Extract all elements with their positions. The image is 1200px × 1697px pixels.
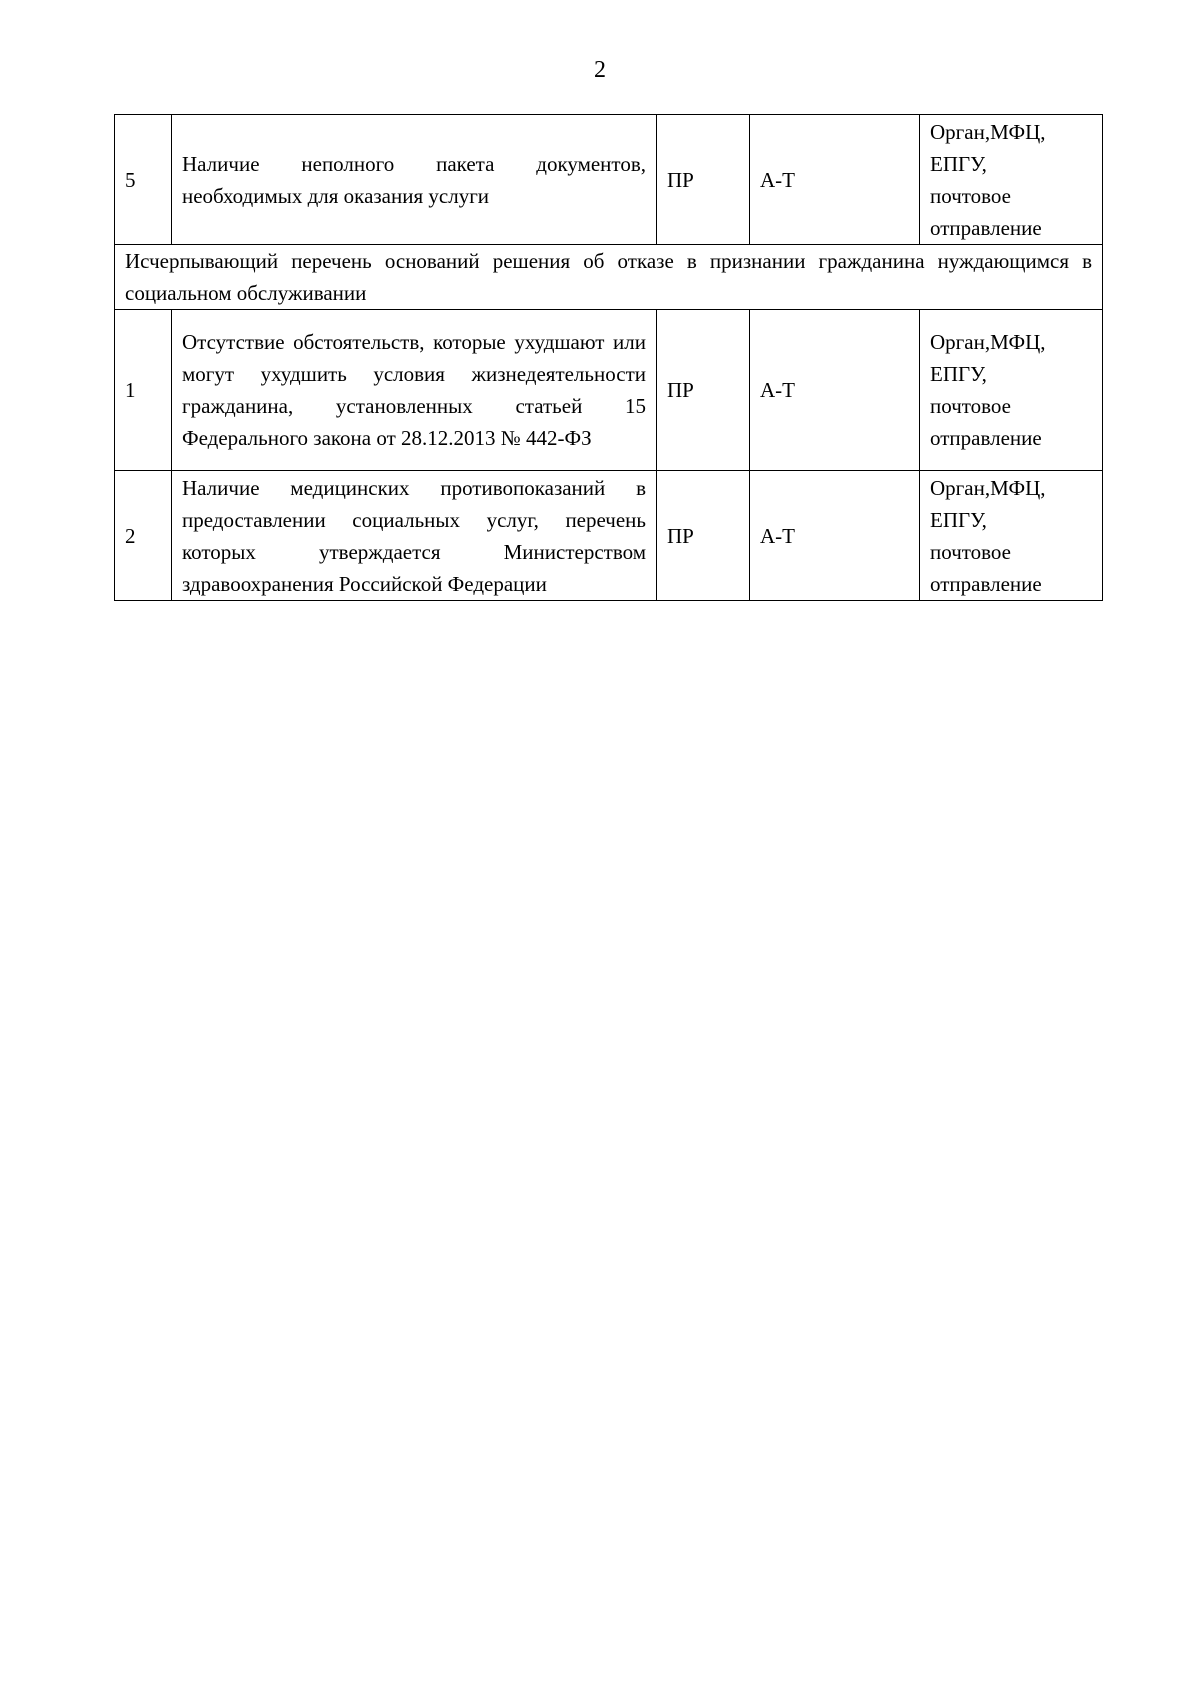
row-number: 5: [115, 115, 172, 245]
table-row: [115, 115, 1103, 245]
channel-epgu: ЕПГУ,: [930, 507, 987, 532]
ground-term: А-Т: [750, 115, 920, 245]
channel-post-suffix: отправление: [930, 426, 1042, 450]
grounds-table: [114, 114, 1103, 601]
channel-post-suffix: отправление: [930, 215, 1042, 240]
ground-text: Наличие медицинских противопоказаний в предоставлении социальных услуг, перечень которых утверждается Министерством здравоохранения Российской Федерации: [172, 471, 657, 601]
row-number: 2: [115, 471, 172, 601]
channel-epgu: ЕПГУ,: [930, 362, 987, 386]
channel-organ: Орган,: [930, 475, 991, 500]
ground-term: А-Т: [750, 471, 920, 601]
submission-channels: [920, 310, 1103, 471]
channel-post-suffix: отправление: [930, 571, 1042, 596]
section-title: Исчерпывающий перечень оснований решения об отказе в признании гражданина нуждающимся в социальном обслуживании: [115, 245, 1103, 310]
channel-mfc: МФЦ,: [990, 475, 1046, 500]
table-row: [115, 310, 1103, 471]
ground-code: ПР: [657, 310, 750, 471]
page-number: 2: [594, 57, 606, 83]
channel-organ: Орган,: [930, 330, 991, 354]
channel-organ: Орган,: [930, 119, 991, 144]
ground-text: Отсутствие обстоятельств, которые ухудшают или могут ухудшить условия жизнедеятельности гражданина, установленных статьей 15 Федерального закона от 28.12.2013 № 442-ФЗ: [172, 310, 657, 471]
submission-channels: [920, 471, 1103, 601]
channel-post: почтовое: [930, 394, 1012, 418]
row-number: 1: [115, 310, 172, 471]
table-row: [115, 471, 1103, 601]
channel-post: почтовое: [930, 539, 1012, 564]
ground-term: А-Т: [750, 310, 920, 471]
channel-post: почтовое: [930, 183, 1012, 208]
channel-mfc: МФЦ,: [990, 330, 1046, 354]
ground-code: ПР: [657, 471, 750, 601]
channel-epgu: ЕПГУ,: [930, 151, 987, 176]
section-header-row: [115, 245, 1103, 310]
ground-code: ПР: [657, 115, 750, 245]
ground-text: Наличие неполного пакета документов, необходимых для оказания услуги: [172, 115, 657, 245]
submission-channels: [920, 115, 1103, 245]
channel-mfc: МФЦ,: [990, 119, 1046, 144]
